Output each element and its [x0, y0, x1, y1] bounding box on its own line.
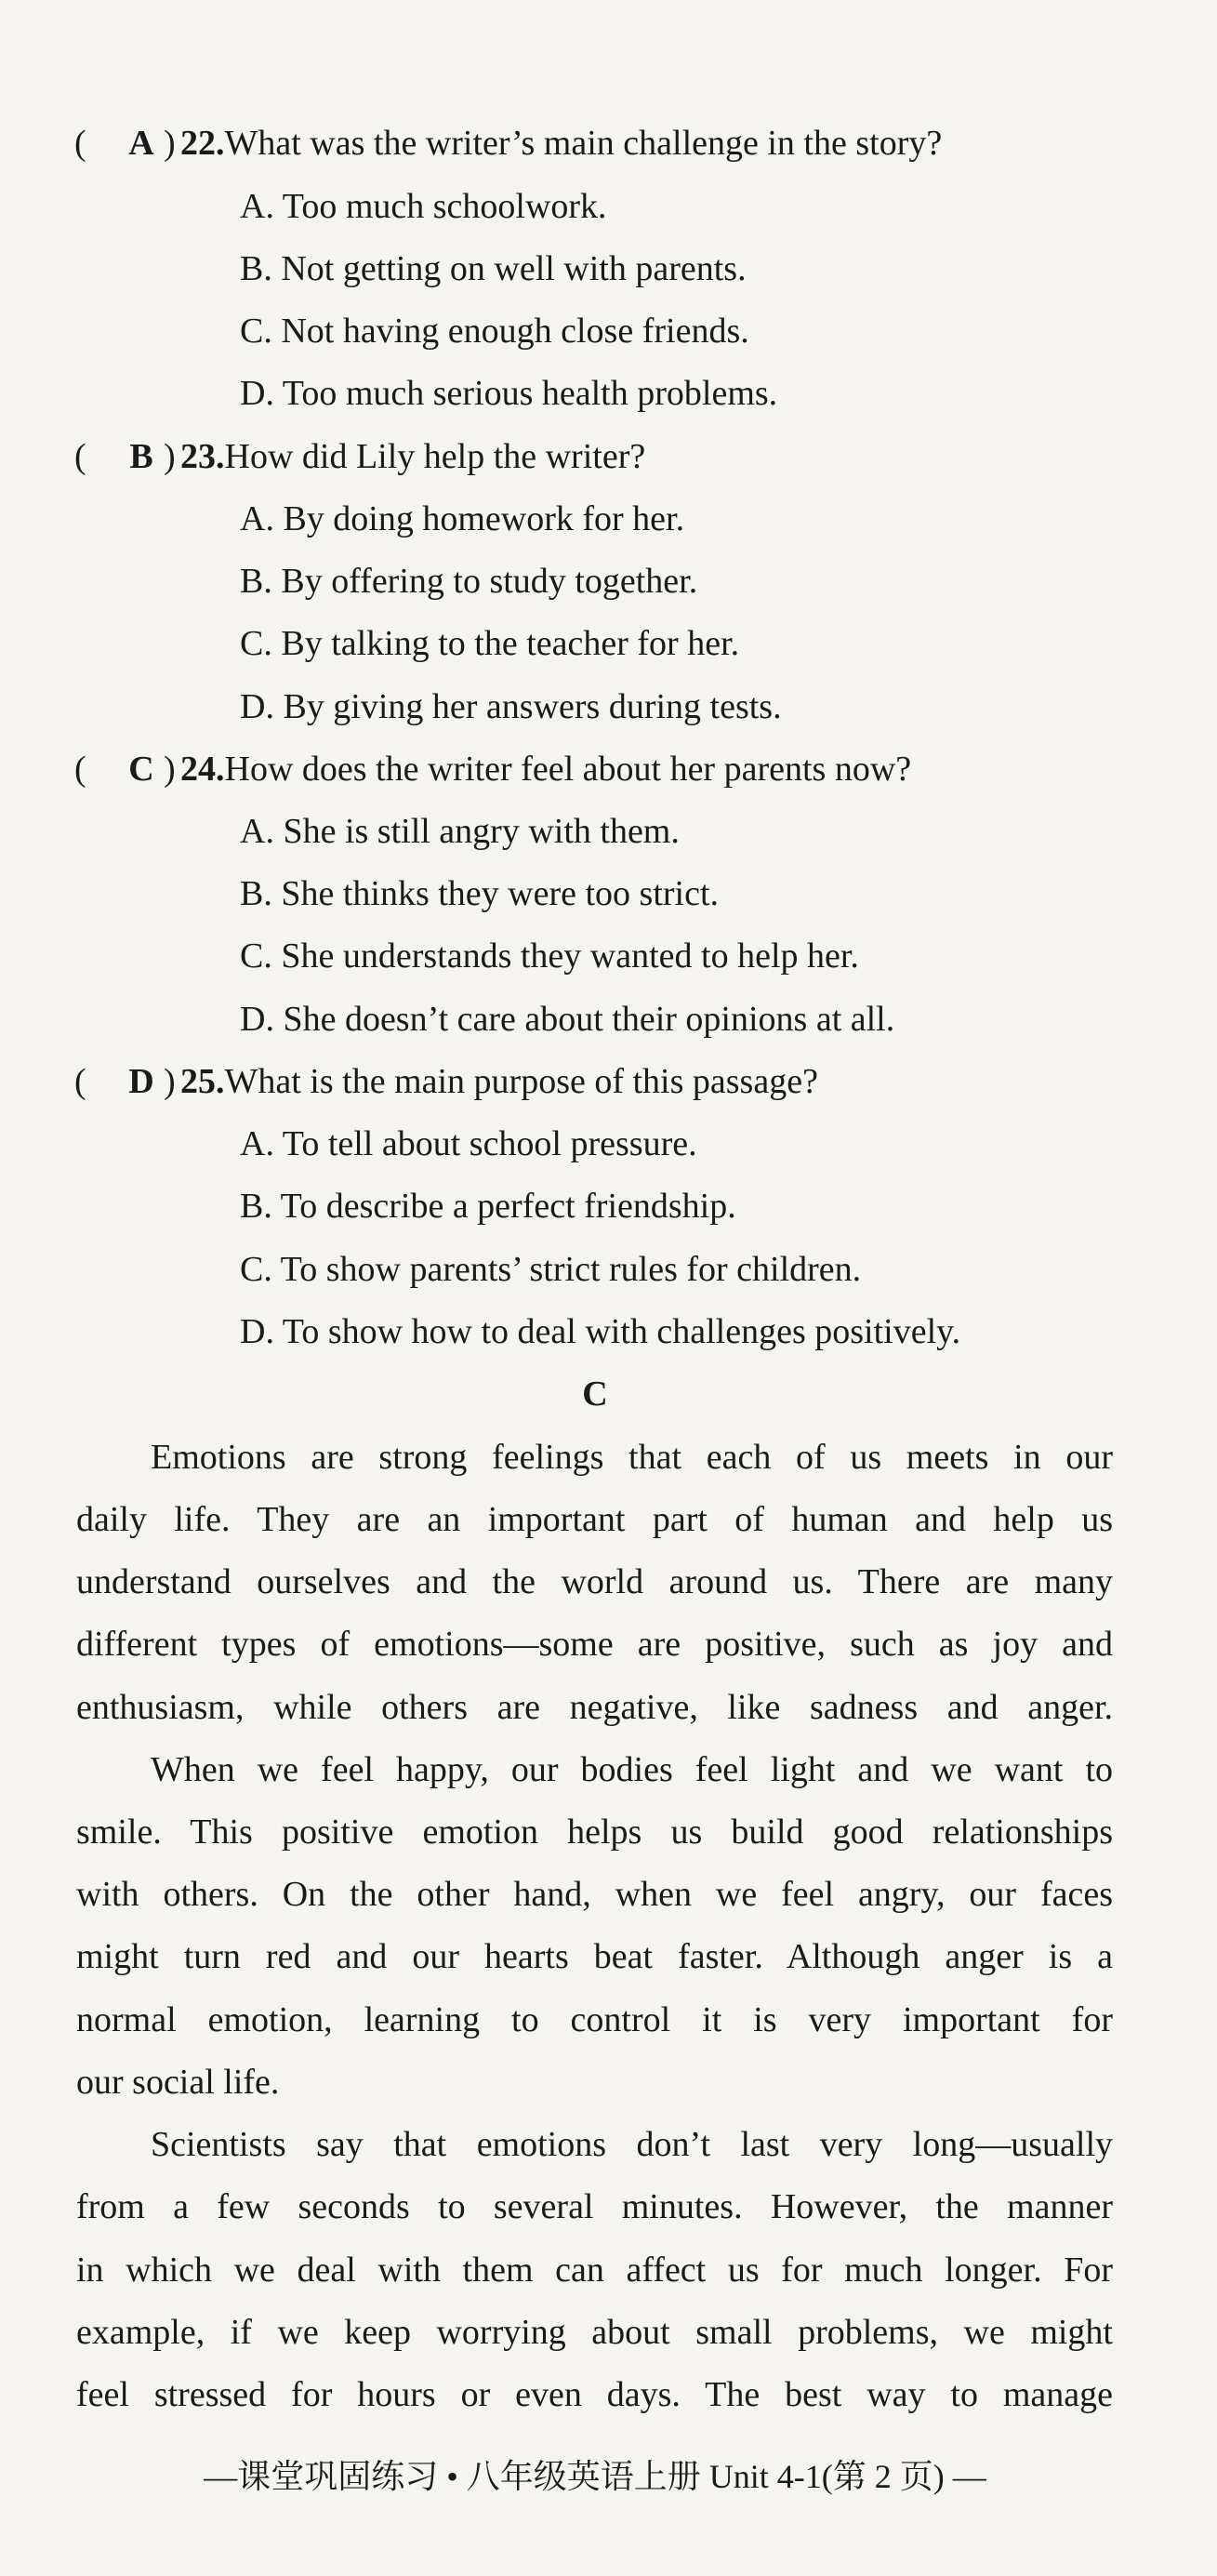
answer-25: D — [128, 1062, 154, 1101]
question-number-23: 23. — [180, 437, 225, 476]
paragraph-2-line-4: might turn red and our hearts beat faster. Although anger is a — [76, 1937, 1113, 1976]
paragraph-1-line-2: daily life. They are an important part of human and help us — [76, 1500, 1113, 1539]
option-24-a: A. She is still angry with them. — [240, 812, 680, 851]
question-number-25: 25. — [180, 1062, 225, 1101]
option-22-b: B. Not getting on well with parents. — [240, 249, 747, 288]
option-25-c: C. To show parents’ strict rules for children. — [240, 1250, 862, 1289]
question-text-22: What was the writer’s main challenge in the story? — [224, 124, 943, 163]
paragraph-3-line-4: example, if we keep worrying about small problems, we might — [76, 2313, 1113, 2352]
paragraph-1-line-4: different types of emotions—some are positive, such as joy and — [76, 1625, 1113, 1664]
question-number-24: 24. — [180, 750, 225, 789]
paragraph-2-line-2: smile. This positive emotion helps us build good relationships — [76, 1812, 1113, 1852]
paragraph-3-line-5: feel stressed for hours or even days. The best way to manage — [76, 2375, 1113, 2414]
option-25-d: D. To show how to deal with challenges positively. — [240, 1312, 961, 1351]
option-22-d: D. Too much serious health problems. — [240, 374, 778, 413]
question-22: ( A ) 22.What was the writer’s main challenge in the story? — [74, 124, 943, 163]
paragraph-3-line-3: in which we deal with them can affect us for much longer. For — [76, 2251, 1113, 2290]
option-23-d: D. By giving her answers during tests. — [240, 687, 782, 726]
question-text-24: How does the writer feel about her parents now? — [224, 750, 912, 789]
question-24: ( C ) 24.How does the writer feel about her parents now? — [74, 750, 912, 789]
answer-23: B — [129, 437, 153, 476]
option-23-c: C. By talking to the teacher for her. — [240, 624, 740, 663]
option-22-a: A. Too much schoolwork. — [240, 187, 607, 226]
question-number-22: 22. — [180, 124, 225, 163]
question-text-25: What is the main purpose of this passage? — [224, 1062, 818, 1101]
paragraph-1-line-5: enthusiasm, while others are negative, like sadness and anger. — [76, 1688, 1113, 1727]
question-text-23: How did Lily help the writer? — [224, 437, 646, 476]
option-23-b: B. By offering to study together. — [240, 562, 698, 601]
paragraph-3-line-2: from a few seconds to several minutes. However, the manner — [76, 2187, 1113, 2226]
paragraph-1-line-1: Emotions are strong feelings that each of us meets in our — [151, 1438, 1113, 1477]
paragraph-2-line-5: normal emotion, learning to control it is very important for — [76, 2000, 1113, 2039]
page-footer: —课堂巩固练习 • 八年级英语上册 Unit 4-1(第 2 页) — — [204, 2458, 986, 2495]
question-25: ( D ) 25.What is the main purpose of this passage? — [74, 1062, 818, 1101]
option-25-b: B. To describe a perfect friendship. — [240, 1187, 736, 1226]
option-24-d: D. She doesn’t care about their opinions at all. — [240, 1000, 895, 1039]
paragraph-2-line-1: When we feel happy, our bodies feel light and we want to — [151, 1750, 1113, 1789]
paragraph-2-line-6: our social life. — [76, 2063, 280, 2102]
answer-24: C — [128, 750, 154, 789]
section-title: C — [582, 1374, 608, 1414]
option-22-c: C. Not having enough close friends. — [240, 312, 749, 351]
paragraph-3-line-1: Scientists say that emotions don’t last very long—usually — [151, 2125, 1113, 2164]
option-25-a: A. To tell about school pressure. — [240, 1124, 697, 1163]
answer-22: A — [128, 124, 154, 163]
paragraph-2-line-3: with others. On the other hand, when we feel angry, our faces — [76, 1875, 1113, 1914]
option-23-a: A. By doing homework for her. — [240, 499, 685, 538]
option-24-b: B. She thinks they were too strict. — [240, 874, 720, 913]
question-23: ( B ) 23.How did Lily help the writer? — [74, 437, 646, 476]
paragraph-1-line-3: understand ourselves and the world around us. There are many — [76, 1562, 1113, 1601]
option-24-c: C. She understands they wanted to help her. — [240, 936, 859, 976]
